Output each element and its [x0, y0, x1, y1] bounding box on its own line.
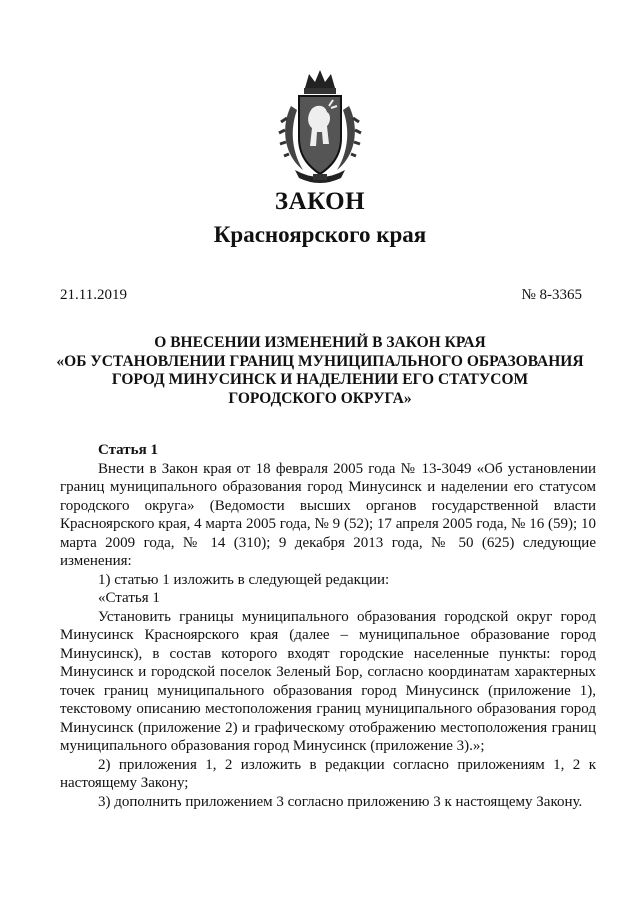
issuer-title: Красноярского края	[213, 222, 427, 247]
law-body	[60, 441, 596, 811]
law-date: 21.11.2019	[60, 287, 127, 303]
heading-line: ГОРОДСКОГО ОКРУГА»	[228, 389, 412, 407]
paragraph: «Статья 1	[98, 590, 160, 606]
paragraph: 2) приложения 1, 2 изложить в редакции согласно приложениям 1, 2 к настоящему Закону;	[60, 756, 596, 791]
paragraph: Внести в Закон края от 18 февраля 2005 года № 13-3049 «Об установлении границ муниципального образования город Минусинск и наделении его статусом городского округа» (Ведомости высших органов государственной власти Красноярского края, 4 марта 2005 года, № 9 (52); 17 апреля 2005 года, № 16 (59); 10 марта 2009 года, № 14 (310); 9 декабря 2013 года, № 50 (625) следующие изменения:	[60, 460, 596, 569]
paragraph: Установить границы муниципального образования городской округ город Минусинск Красноярского края (далее – муниципальное образование город Минусинск), в состав которого входят городские населенные пункты: город Минусинск и городской поселок Зеленый Бор, согласно координатам характерных точек границ муниципального образования город Минусинск (приложение 1), текстовому описанию местоположения границ муниципального образования город Минусинск (приложение 2) и графическому отображению местоположения границ муниципального образования город Минусинск (приложение 3).»;	[60, 608, 596, 754]
law-number: № 8-3365	[521, 287, 582, 303]
heading-line: О ВНЕСЕНИИ ИЗМЕНЕНИЙ В ЗАКОН КРАЯ	[154, 334, 486, 351]
article-title: Статья 1	[98, 442, 158, 458]
heading-line: «ОБ УСТАНОВЛЕНИИ ГРАНИЦ МУНИЦИПАЛЬНОГО ОБРАЗОВАНИЯ	[56, 352, 584, 370]
law-heading	[40, 334, 600, 408]
paragraph: 1) статью 1 изложить в следующей редакции:	[98, 571, 390, 588]
heading-line: ГОРОД МИНУСИНСК И НАДЕЛЕНИИ ЕГО СТАТУСОМ	[111, 371, 529, 388]
document-type: ЗАКОН	[274, 188, 366, 215]
coat-of-arms-icon	[277, 66, 363, 186]
paragraph: 3) дополнить приложением 3 согласно приложению 3 к настоящему Закону.	[98, 793, 583, 810]
